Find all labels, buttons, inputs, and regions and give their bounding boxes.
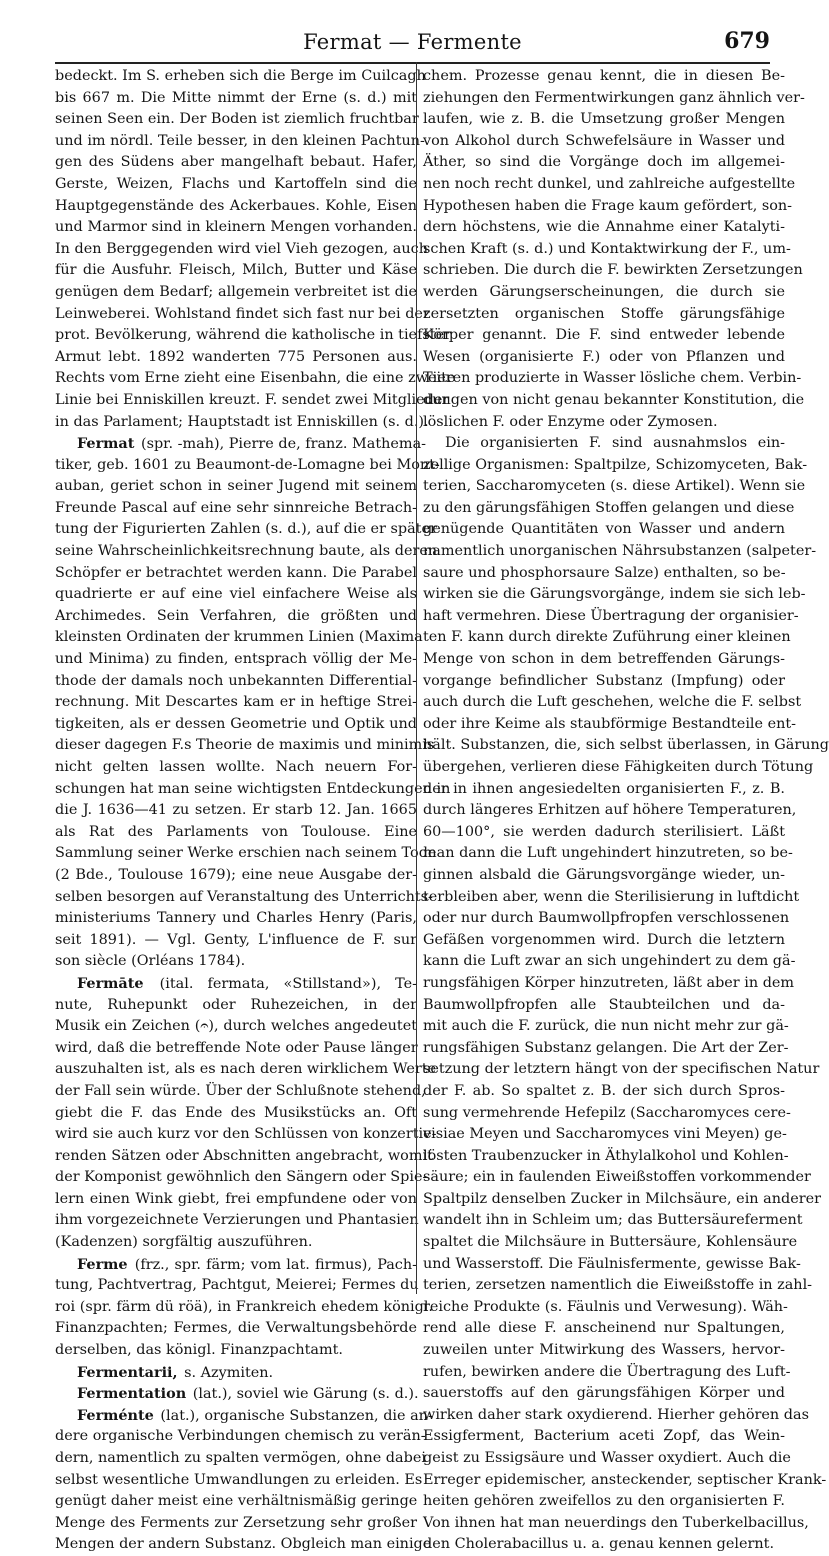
line-text: Wesen (organisierte F.) oder von Pflanzen und <box>423 348 785 365</box>
line-text: s. Azymiten. <box>184 1364 274 1381</box>
text-line <box>55 1254 417 1276</box>
text-line <box>55 455 440 477</box>
text-line <box>55 779 451 801</box>
line-text: gen des Südens aber mangelhaft bebaut. Hafer, <box>55 154 417 171</box>
line-text: (Kadenzen) sorgfältig auszuführen. <box>55 1234 313 1251</box>
text-line <box>423 1534 785 1556</box>
text-line <box>423 131 785 153</box>
text-line <box>55 498 417 520</box>
text-line <box>423 1124 785 1146</box>
text-line <box>423 1232 798 1254</box>
line-text: thode der damals noch unbekannten Differential- <box>55 672 417 689</box>
line-text: dere organische Verbindungen chemisch zu verän- <box>55 1428 426 1445</box>
line-text: genügende Quantitäten von Wasser und andern <box>423 521 785 538</box>
page-header <box>55 20 770 60</box>
line-text: für die Ausfuhr. Fleisch, Milch, Butter und Käse <box>55 262 417 279</box>
text-line <box>423 930 785 952</box>
line-text: seine Wahrscheinlichkeitsrechnung baute, als deren <box>55 543 438 560</box>
text-line <box>55 390 450 412</box>
header-rule <box>55 62 770 64</box>
line-text: terbleiben aber, wenn die Sterilisierung in luftdicht <box>423 888 800 905</box>
text-line <box>55 239 428 261</box>
line-text: die J. 1636—41 zu setzen. Er starb 12. Jan. 1665 <box>55 802 417 819</box>
text-line <box>423 627 791 649</box>
text-line <box>423 1448 791 1470</box>
text-line <box>423 1210 803 1232</box>
text-line <box>55 152 417 174</box>
line-text: laufen, wie z. B. die Umsetzung großer Mengen <box>423 111 785 128</box>
text-line <box>423 1362 791 1384</box>
line-text: Schöpfer er betrachtet werden kann. Die Parabel <box>55 564 417 581</box>
line-text: bis 667 m. Die Mitte nimmt der Erne (s. d.) mit <box>55 89 417 106</box>
text-line <box>423 1297 788 1319</box>
text-line <box>55 1426 426 1448</box>
text-line <box>423 714 797 736</box>
line-text: und Marmor sind in kleinern Mengen vorhanden. <box>55 219 417 236</box>
text-line <box>55 368 456 390</box>
text-line <box>55 1362 417 1384</box>
line-text: Archimedes. Sein Verfahren, die größten und <box>55 607 417 624</box>
line-text: vorgange befindlicher Substanz (Impfung) oder <box>423 672 785 689</box>
text-line <box>55 131 425 153</box>
text-line <box>55 951 417 973</box>
line-text: lern einen Wink giebt, frei empfundene oder von <box>55 1190 417 1207</box>
line-text: ten F. kann durch direkte Zuführung einer kleinen <box>423 629 791 646</box>
text-line <box>55 347 417 369</box>
line-text: der Fall sein würde. Über der Schlußnote stehend, <box>55 1082 426 1099</box>
line-text: zellige Organismen: Spaltpilze, Schizomyceten, Bak- <box>423 456 808 473</box>
line-text: spaltet die Milchsäure in Buttersäure, Kohlensäure <box>423 1234 798 1251</box>
line-text: chem. Prozesse genau kennt, die in diesen Be- <box>423 68 785 84</box>
text-line <box>423 908 790 930</box>
text-line <box>55 476 417 498</box>
text-line <box>55 433 427 455</box>
line-text: werden Gärungserscheinungen, die durch sie <box>423 283 785 300</box>
text-line <box>55 1513 417 1535</box>
text-line <box>423 973 795 995</box>
line-text: und Wasserstoff. Die Fäulnisfermente, gewisse Bak- <box>423 1255 801 1272</box>
text-line <box>55 1146 433 1168</box>
text-line <box>423 735 829 757</box>
line-text: der F. ab. So spaltet z. B. der sich durch Spros- <box>423 1082 785 1099</box>
text-line <box>423 563 785 585</box>
line-text: Äther, so sind die Vorgänge doch im allgemei- <box>423 154 785 171</box>
text-line <box>423 433 785 455</box>
entry-headword: Fermentarii, <box>77 1363 178 1381</box>
text-line <box>423 1167 811 1189</box>
line-text: Von ihnen hat man neuerdings den Tuberkelbacillus, <box>423 1514 809 1531</box>
line-text: tung der Figurierten Zahlen (s. d.), auf die er später <box>55 521 437 538</box>
line-text: selben besorgen auf Veranstaltung des Unterrichts- <box>55 888 433 905</box>
line-text: rufen, bewirken andere die Übertragung des Luft- <box>423 1363 791 1380</box>
text-line <box>423 476 806 498</box>
text-line <box>423 325 785 347</box>
line-text: terien, Saccharomyceten (s. diese Artikel). Wenn sie <box>423 478 806 495</box>
text-line <box>423 649 785 671</box>
text-line <box>423 865 785 887</box>
line-text: oder ihre Keime als staubförmige Bestandteile ent- <box>423 715 797 732</box>
line-text: seit 1891). — Vgl. Genty, L'influence de F. sur <box>55 931 417 948</box>
text-line <box>423 152 785 174</box>
text-line <box>55 627 423 649</box>
text-line <box>55 757 417 779</box>
line-text: kann die Luft zwar an sich ungehindert zu dem gä- <box>423 953 796 970</box>
text-line <box>423 1405 809 1427</box>
line-text: oder nur durch Baumwollpfropfen verschlossenen <box>423 910 790 927</box>
text-line <box>423 1491 785 1513</box>
text-line <box>55 606 417 628</box>
line-text: in das Parlament; Hauptstadt ist Enniskillen (s. d.). <box>55 413 429 430</box>
text-line <box>55 563 417 585</box>
text-line <box>55 1167 428 1189</box>
running-head: Fermat — Fermente <box>303 30 522 54</box>
line-text: Essigferment, Bacterium aceti Zopf, das Wein- <box>423 1428 785 1445</box>
entry-headword: Ferme <box>77 1255 128 1273</box>
line-text: rungsfähigen Körper hinzutreten, läßt aber in dem <box>423 974 795 991</box>
text-line <box>423 455 808 477</box>
text-line <box>423 260 803 282</box>
text-line <box>55 995 417 1017</box>
text-line <box>55 887 433 909</box>
line-text: Linie bei Enniskillen kreuzt. F. sendet zwei Mitglieder <box>55 391 450 408</box>
text-line <box>55 1059 437 1081</box>
text-line <box>423 196 793 218</box>
text-line <box>423 1189 821 1211</box>
text-line <box>423 1146 789 1168</box>
line-text: wirken daher stark oxydierend. Hierher gehören das <box>423 1406 809 1423</box>
text-line <box>423 822 785 844</box>
line-text: und im nördl. Teile besser, in den kleinen Pachtun- <box>55 132 425 149</box>
text-line <box>423 995 785 1017</box>
text-line <box>55 260 417 282</box>
text-line <box>55 66 426 88</box>
line-text: (ital. fermata, «Stillstand»), Te- <box>159 975 417 992</box>
line-text: schungen hat man seine wichtigsten Entdeckungen in <box>55 780 451 797</box>
text-line <box>55 1534 432 1556</box>
text-line <box>423 1081 785 1103</box>
text-line <box>423 1103 791 1125</box>
text-line <box>423 800 797 822</box>
line-text: der Komponist gewöhnlich den Sängern oder Spie- <box>55 1169 428 1186</box>
text-line <box>55 1038 417 1060</box>
text-line <box>55 174 417 196</box>
text-line <box>55 1210 417 1232</box>
text-line <box>423 109 785 131</box>
line-text: derselben, das königl. Finanzpachtamt. <box>55 1342 343 1359</box>
line-text: selbst wesentliche Umwandlungen zu erleiden. Es <box>55 1471 423 1488</box>
text-line <box>423 1340 785 1362</box>
text-line <box>55 843 437 865</box>
text-line <box>55 1297 433 1319</box>
line-text: seinen Seen ein. Der Boden ist ziemlich fruchtbar <box>55 111 419 128</box>
left-column <box>55 66 456 1553</box>
line-text: Menge von schon in dem betreffenden Gärungs- <box>423 651 785 668</box>
text-line <box>55 1189 417 1211</box>
text-line <box>55 1232 417 1254</box>
text-line <box>55 412 429 434</box>
text-line <box>423 282 785 304</box>
text-line <box>423 412 785 434</box>
page-number: 679 <box>724 28 770 54</box>
line-text: rend alle diese F. anscheinend nur Spaltungen, <box>423 1320 785 1337</box>
line-text: dungen von nicht genau bekannter Konstitution, die <box>423 391 805 408</box>
line-text: tiker, geb. 1601 zu Beaumont-de-Lomagne bei Mont- <box>55 456 440 473</box>
text-line <box>55 714 417 736</box>
line-text: nicht gelten lassen wollte. Nach neuern For- <box>55 759 417 775</box>
line-text: schrieben. Die durch die F. bewirkten Zersetzungen <box>423 262 803 279</box>
column-divider <box>416 62 417 1294</box>
line-text: (frz., spr. färm; vom lat. firmus), Pach- <box>134 1256 417 1273</box>
line-text: wird sie auch kurz vor den Schlüssen von konzertie- <box>55 1126 437 1143</box>
text-line <box>55 692 417 714</box>
line-text: Armut lebt. 1892 wanderten 775 Personen aus. <box>55 348 417 365</box>
text-line <box>423 239 791 261</box>
text-line <box>55 822 417 844</box>
line-text: (2 Bde., Toulouse 1679); eine neue Ausgabe der- <box>55 866 417 883</box>
text-line <box>423 1318 785 1340</box>
text-line <box>423 779 785 801</box>
right-column <box>423 66 829 1553</box>
line-text: heiten gehören zweifellos zu den organisierten F. <box>423 1493 785 1510</box>
line-text: In den Berggegenden wird viel Vieh gezogen, auch <box>55 240 428 257</box>
line-text: nen noch recht dunkel, und zahlreiche aufgestellte <box>423 175 796 192</box>
text-line <box>55 1383 417 1405</box>
line-text: ziehungen den Fermentwirkungen ganz ähnlich ver- <box>423 89 805 106</box>
text-line <box>423 1275 813 1297</box>
line-text: zu den gärungsfähigen Stoffen gelangen und diese <box>423 499 795 516</box>
line-text: saure und phosphorsaure Salze) enthalten, so be- <box>423 564 786 581</box>
text-line <box>423 606 799 628</box>
line-text: tung, Pachtvertrag, Pachtgut, Meierei; Fermes du <box>55 1277 419 1294</box>
line-text: übergehen, verlieren diese Fähigkeiten durch Tötung <box>423 759 814 775</box>
line-text: Menge des Ferments zur Zersetzung sehr großer <box>55 1514 417 1531</box>
line-text: namentlich unorganischen Nährsubstanzen (salpeter- <box>423 543 817 560</box>
text-line <box>423 88 805 110</box>
line-text: hält. Substanzen, die, sich selbst überlassen, in Gärung <box>423 737 829 754</box>
text-line <box>55 1016 417 1038</box>
line-text: 60—100°, sie werden dadurch sterilisiert. Läßt <box>423 823 785 840</box>
line-text: den Cholerabacillus u. a. genau kennen gelernt. <box>423 1536 775 1553</box>
text-line <box>55 1124 437 1146</box>
text-line <box>423 951 796 973</box>
text-line <box>55 304 430 326</box>
line-text: son siècle (Orléans 1784). <box>55 953 246 970</box>
line-text: man dann die Luft ungehindert hinzutreten, so be- <box>423 845 793 862</box>
text-line <box>423 174 796 196</box>
entry-headword: Fermāte <box>77 974 144 992</box>
line-text: wird, daß die betreffende Note oder Pause länger <box>55 1039 418 1056</box>
line-text: Finanzpachten; Fermes, die Verwaltungsbehörde <box>55 1320 417 1337</box>
line-text: von Alkohol durch Schwefelsäure in Wasser und <box>423 132 785 149</box>
text-line <box>55 649 417 671</box>
line-text: geist zu Essigsäure und Wasser oxydiert. Auch die <box>423 1450 791 1466</box>
line-text: und Minima) zu finden, entsprach völlig der Me- <box>55 651 417 668</box>
line-text: der in ihnen angesiedelten organisierten F., z. B. <box>423 780 785 797</box>
line-text: roi (spr. färm dü röä), in Frankreich ehedem königl. <box>55 1298 433 1315</box>
line-text: nute, Ruhepunkt oder Ruhezeichen, in der <box>55 996 417 1013</box>
text-line <box>423 1513 809 1535</box>
line-text: auch durch die Luft geschehen, welche die F. selbst <box>423 694 802 711</box>
text-line <box>423 304 785 326</box>
line-text: Freunde Pascal auf eine sehr sinnreiche Betrach- <box>55 499 417 516</box>
text-line <box>423 368 802 390</box>
line-text: zuweilen unter Mitwirkung des Wassers, hervor- <box>423 1342 785 1359</box>
line-text: löslichen F. oder Enzyme oder Zymosen. <box>423 413 718 430</box>
line-text: Baumwollpfropfen alle Staubteilchen und da- <box>423 996 785 1013</box>
line-text: Körper genannt. Die F. sind entweder lebende <box>423 327 785 344</box>
text-line <box>55 282 417 304</box>
text-line <box>423 887 800 909</box>
line-text: auszuhalten ist, als es nach deren wirklichem Werte <box>55 1061 437 1078</box>
text-line <box>55 541 438 563</box>
text-line <box>423 1383 785 1405</box>
line-text: schen Kraft (s. d.) und Kontaktwirkung der F., um- <box>423 240 791 257</box>
line-text: ministeriums Tannery und Charles Henry (Paris, <box>55 910 417 927</box>
text-line <box>55 1470 423 1492</box>
text-line <box>423 347 785 369</box>
text-line <box>55 1318 417 1340</box>
text-line <box>55 217 417 239</box>
line-text: sauerstoffs auf den gärungsfähigen Körper und <box>423 1385 785 1402</box>
text-line <box>55 671 417 693</box>
text-line <box>423 217 785 239</box>
text-line <box>423 757 814 779</box>
text-line <box>55 1405 433 1427</box>
line-text: Leinweberei. Wohlstand findet sich fast nur bei der <box>55 305 430 322</box>
line-text: giebt die F. das Ende des Musikstücks an. Oft <box>55 1104 417 1121</box>
line-text: dern höchstens, wie die Annahme einer Katalyti- <box>423 219 785 236</box>
text-line <box>55 1081 426 1103</box>
entry-headword: Fermentation <box>77 1385 187 1403</box>
line-text: säure; ein in faulenden Eiweißstoffen vorkommender <box>423 1169 811 1186</box>
line-text: prot. Bevölkerung, während die katholische in tiefster <box>55 327 451 344</box>
text-line <box>423 1059 820 1081</box>
text-line <box>55 584 417 606</box>
line-text: quadrierte er auf eine viel einfachere Weise als <box>55 586 417 603</box>
text-line <box>423 584 806 606</box>
text-line <box>55 1340 417 1362</box>
line-text: mit auch die F. zurück, die nun nicht mehr zur gä- <box>423 1018 789 1035</box>
line-text: reiche Produkte (s. Fäulnis und Verwesung). Wäh- <box>423 1298 788 1315</box>
line-text: rechnung. Mit Descartes kam er in heftige Strei- <box>55 694 417 711</box>
line-text: (spr. -mah), Pierre de, franz. Mathema- <box>140 436 427 453</box>
text-line <box>55 973 417 995</box>
line-text: bedeckt. Im S. erheben sich die Berge im Cuilcagh <box>55 68 426 84</box>
line-text: Gefäßen vorgenommen wird. Durch die letztern <box>423 931 785 948</box>
text-line <box>55 908 417 930</box>
line-text: dern, namentlich zu spalten vermögen, ohne dabei <box>55 1450 426 1466</box>
line-text: Musik ein Zeichen (𝄐), durch welches angedeutet <box>55 1018 417 1035</box>
text-line <box>55 88 417 110</box>
line-text: setzung der letztern hängt von der specifischen Natur <box>423 1061 820 1078</box>
line-text: durch längeres Erhitzen auf höhere Temperaturen, <box>423 802 797 819</box>
line-text: lösten Traubenzucker in Äthylalkohol und Kohlen- <box>423 1147 789 1164</box>
text-line <box>423 692 802 714</box>
text-line <box>423 519 785 541</box>
line-text: Hauptgegenstände des Ackerbaues. Kohle, Eisen <box>55 197 417 214</box>
text-line <box>423 390 805 412</box>
text-line <box>55 325 451 347</box>
text-line <box>423 1254 801 1276</box>
line-text: ihm vorgezeichnete Verzierungen und Phantasien <box>55 1212 419 1229</box>
line-text: (lat.), organische Substanzen, die an- <box>160 1407 433 1424</box>
line-text: wirken sie die Gärungsvorgänge, indem sie sich leb- <box>423 586 806 603</box>
line-text: ginnen alsbald die Gärungsvorgänge wieder, un- <box>423 866 785 883</box>
text-line <box>55 519 437 541</box>
text-line <box>423 498 795 520</box>
line-text: renden Sätzen oder Abschnitten angebracht, womit <box>55 1147 433 1164</box>
line-text: Sammlung seiner Werke erschien nach seinem Tode <box>55 845 437 862</box>
text-line <box>55 1448 426 1470</box>
line-text: Mengen der andern Substanz. Obgleich man einige <box>55 1536 432 1553</box>
line-text: visiae Meyen und Saccharomyces vini Meyen) ge- <box>423 1126 787 1143</box>
text-line <box>423 1038 789 1060</box>
text-line <box>55 735 435 757</box>
text-line <box>55 1103 417 1125</box>
line-text: Hypothesen haben die Frage kaum gefördert, son- <box>423 197 793 214</box>
text-line <box>55 800 417 822</box>
line-text: Rechts vom Erne zieht eine Eisenbahn, die eine zweite <box>55 370 456 387</box>
text-line <box>423 843 793 865</box>
line-text: kleinsten Ordinaten der krummen Linien (Maxima <box>55 629 423 646</box>
line-text: zersetzten organischen Stoffe gärungsfähige <box>423 305 785 322</box>
line-text: rungsfähigen Substanz gelangen. Die Art der Zer- <box>423 1039 789 1056</box>
line-text: dieser dagegen F.s Theorie de maximis und minimis <box>55 737 435 754</box>
entry-headword: Fermat <box>77 435 135 453</box>
line-text: terien, zersetzen namentlich die Eiweißstoffe in zahl- <box>423 1277 813 1294</box>
line-text: Tieren produzierte in Wasser lösliche chem. Verbin- <box>423 370 802 387</box>
line-text: haft vermehren. Diese Übertragung der organisier- <box>423 607 799 624</box>
line-text: genügen dem Bedarf; allgemein verbreitet ist die <box>55 283 417 300</box>
line-text: Die organisierten F. sind ausnahmslos ein- <box>445 435 785 452</box>
line-text: Erreger epidemischer, ansteckender, septischer Krank- <box>423 1471 827 1488</box>
text-line <box>55 109 417 131</box>
text-line <box>423 1016 789 1038</box>
line-text: genügt daher meist eine verhältnismäßig geringe <box>55 1493 418 1510</box>
text-line <box>423 1426 785 1448</box>
line-text: als Rat des Parlaments von Toulouse. Eine <box>55 823 417 840</box>
line-text: Spaltpilz denselben Zucker in Milchsäure, ein anderer <box>423 1190 821 1207</box>
text-line <box>423 541 817 563</box>
text-line <box>423 671 785 693</box>
line-text: Gerste, Weizen, Flachs und Kartoffeln sind die <box>55 175 417 192</box>
entry-headword: Ferménte <box>77 1406 154 1424</box>
text-line <box>55 1275 417 1297</box>
text-line <box>55 930 417 952</box>
line-text: auban, geriet schon in seiner Jugend mit seinem <box>55 478 417 495</box>
text-line <box>55 1491 417 1513</box>
line-text: (lat.), soviel wie Gärung (s. d.). <box>192 1386 419 1403</box>
text-line <box>55 865 417 887</box>
text-line <box>423 1470 827 1492</box>
text-line <box>423 66 785 88</box>
line-text: wandelt ihn in Schleim um; das Buttersäureferment <box>423 1212 803 1229</box>
text-line <box>55 196 417 218</box>
line-text: tigkeiten, als er dessen Geometrie und Optik und <box>55 715 417 732</box>
line-text: sung vermehrende Hefepilz (Saccharomyces cere- <box>423 1104 791 1121</box>
